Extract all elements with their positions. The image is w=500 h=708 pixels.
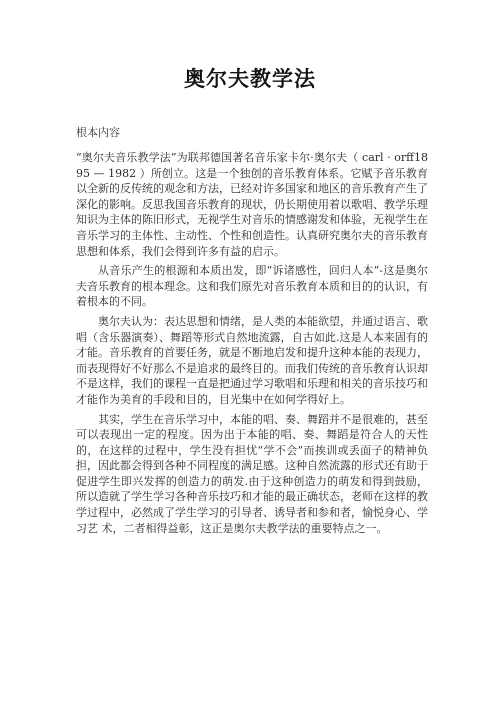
paragraph-3: 奥尔夫认为：表达思想和情绪，是人类的本能欲望，并通过语言、歌唱（含乐器演奏）、舞蹈等形式自然地流露，自古如此.这是人本来固有的才能。音乐教育的首要任务，就是不断地启发和提升这种本能的表现力，而表现得好不好那么不是追求的最终目的。而我们传统的音乐教育认识却不是这样，我们的课程一直是把通过学习歌唱和乐理和相关的音乐技巧和才能作为美育的手段和目的，目光集中在如何学得好上。 [76,314,428,406]
paragraph-2: 从音乐产生的根源和本质出发，即“诉诸感性，回归人本”-这是奥尔夫音乐教育的根本理念。这和我们原先对音乐教育本质和目的的认识，有着根本的不同。 [76,264,428,309]
section-heading: 根本内容 [76,126,120,139]
document-body [76,150,428,536]
paragraph-1: “奥尔夫音乐教学法”为联邦德国著名音乐家卡尔·奥尔夫（ carl · orff1895 — 1982 ）所创立。这是一个独创的音乐教育体系。它赋予音乐教育以全新的反传统的观念和方法，已经对许多国家和地区的音乐教育产生了深化的影响。反思我国音乐教育的现状，仍长期使用着以歌唱、教学乐理知识为主体的陈旧形式，无视学生对音乐的情感谢发和体验，无视学生在音乐学习的主体性、主动性、个性和创造性。认真研究奥尔夫的音乐教育思想和体系，我们会得到许多有益的启示。 [76,151,428,258]
paragraph-4: 其实，学生在音乐学习中，本能的唱、奏、舞蹈并不是很难的，甚至可以表现出一定的程度。因为出于本能的唱、奏、舞蹈是符合人的天性的，在这样的过程中，学生没有担忧“学不会”而挨训或丢面子的精神负担，因此都会得到各种不同程度的满足感。这种自然流露的形式还有助于促进学生即兴发挥的创造力的萌发.由于这种创造力的萌发和得到鼓励，所以造就了学生学习各种音乐技巧和才能的最正确状态，老师在这样的教学过程中，必然成了学生学习的引导者、诱导者和参和者，愉悦身心、学习艺 术，二者相得益彰，这正是奥尔夫教学法的重要特点之一。 [76,412,428,535]
document-title: 奥尔夫教学法 [184,67,316,91]
